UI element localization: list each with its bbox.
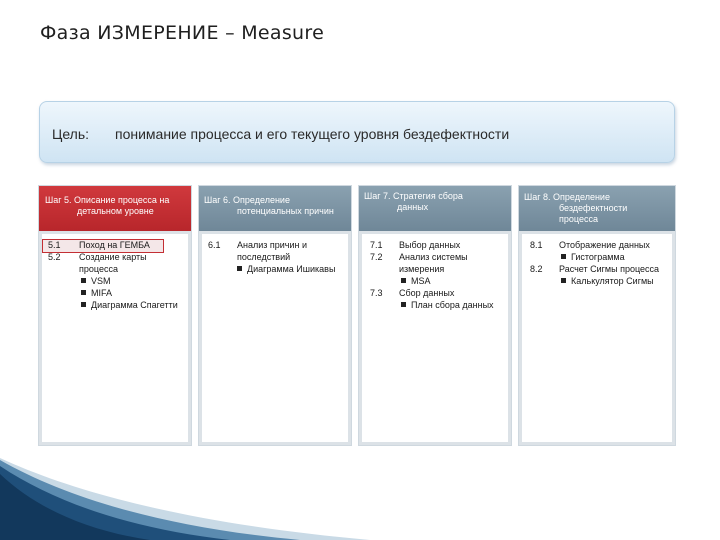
step-6-header	[199, 186, 351, 231]
bullet-item	[561, 251, 625, 263]
step-7-column	[358, 185, 512, 446]
step-8-column	[518, 185, 676, 446]
step-5-column	[38, 185, 192, 446]
item-text: Анализ системы	[399, 252, 468, 262]
bullet-text: Диаграмма Спагетти	[91, 300, 178, 310]
step-5-body	[42, 234, 188, 442]
bullet-item	[81, 299, 178, 311]
bullet-icon	[561, 278, 566, 283]
step-5-header-line2: детальном уровне	[77, 206, 154, 216]
item-text: Сбор данных	[399, 288, 455, 298]
item-text: измерения	[399, 264, 445, 274]
bullet-text: MSA	[411, 276, 431, 286]
item-number: 5.2	[48, 252, 61, 262]
bullet-item	[401, 275, 431, 287]
item-text: Создание карты	[79, 252, 147, 262]
bullet-item	[81, 275, 111, 287]
item-number: 5.1	[48, 240, 61, 250]
bullet-text: MIFA	[91, 288, 113, 298]
goal-box	[39, 101, 675, 163]
decorative-wave-band	[0, 440, 720, 540]
goal-text: понимание процесса и его текущего уровня бездефектности	[115, 126, 510, 142]
bullet-text: Диаграмма Ишикавы	[247, 264, 336, 274]
step-8-header	[519, 186, 675, 231]
item-number: 7.3	[370, 288, 383, 298]
item-text: Отображение данных	[559, 240, 650, 250]
bullet-icon	[237, 266, 242, 271]
item-text: процесса	[79, 264, 118, 274]
bullet-icon	[561, 254, 566, 259]
item-text: Выбор данных	[399, 240, 461, 250]
item-number: 7.1	[370, 240, 383, 250]
item-text: Поход на ГЕМБА	[79, 240, 150, 250]
step-8-header-line2: бездефектности	[559, 203, 628, 213]
step-6-header-line2: потенциальных причин	[237, 206, 334, 216]
step-6-body	[202, 234, 348, 442]
bullet-icon	[81, 302, 86, 307]
bullet-text: Калькулятор Сигмы	[571, 276, 654, 286]
step-8-body	[522, 234, 672, 442]
step-7-header	[359, 186, 511, 231]
bullet-text: VSM	[91, 276, 111, 286]
step-5-header-line1: Шаг 5. Описание процесса на	[45, 195, 170, 205]
item-number: 6.1	[208, 240, 221, 250]
step-6-header-line1: Шаг 6. Определение	[204, 195, 290, 205]
step-7-header-line2: данных	[397, 202, 429, 212]
bullet-text: План сбора данных	[411, 300, 494, 310]
bullet-text: Гистограмма	[571, 252, 625, 262]
step-8-header-line3: процесса	[559, 214, 598, 224]
bullet-icon	[401, 302, 406, 307]
item-number: 8.1	[530, 240, 543, 250]
bullet-item	[237, 263, 335, 275]
item-number: 8.2	[530, 264, 543, 274]
step-6-column	[198, 185, 352, 446]
item-text: Расчет Сигмы процесса	[559, 264, 660, 274]
bullet-icon	[81, 290, 86, 295]
bullet-icon	[81, 278, 86, 283]
step-7-header-line1: Шаг 7. Стратегия сбора	[364, 191, 463, 201]
bullet-item	[401, 299, 494, 311]
step-5-header	[39, 186, 191, 231]
page-title: Фаза ИЗМЕРЕНИЕ – Measure	[40, 22, 325, 44]
item-text: последствий	[237, 252, 291, 262]
bullet-icon	[401, 278, 406, 283]
goal-label: Цель:	[52, 126, 90, 142]
step-8-header-line1: Шаг 8. Определение	[524, 192, 610, 202]
step-7-body	[362, 234, 508, 442]
item-text: Анализ причин и	[237, 240, 308, 250]
bullet-item	[561, 275, 654, 287]
item-number: 7.2	[370, 252, 383, 262]
bullet-item	[81, 287, 112, 299]
